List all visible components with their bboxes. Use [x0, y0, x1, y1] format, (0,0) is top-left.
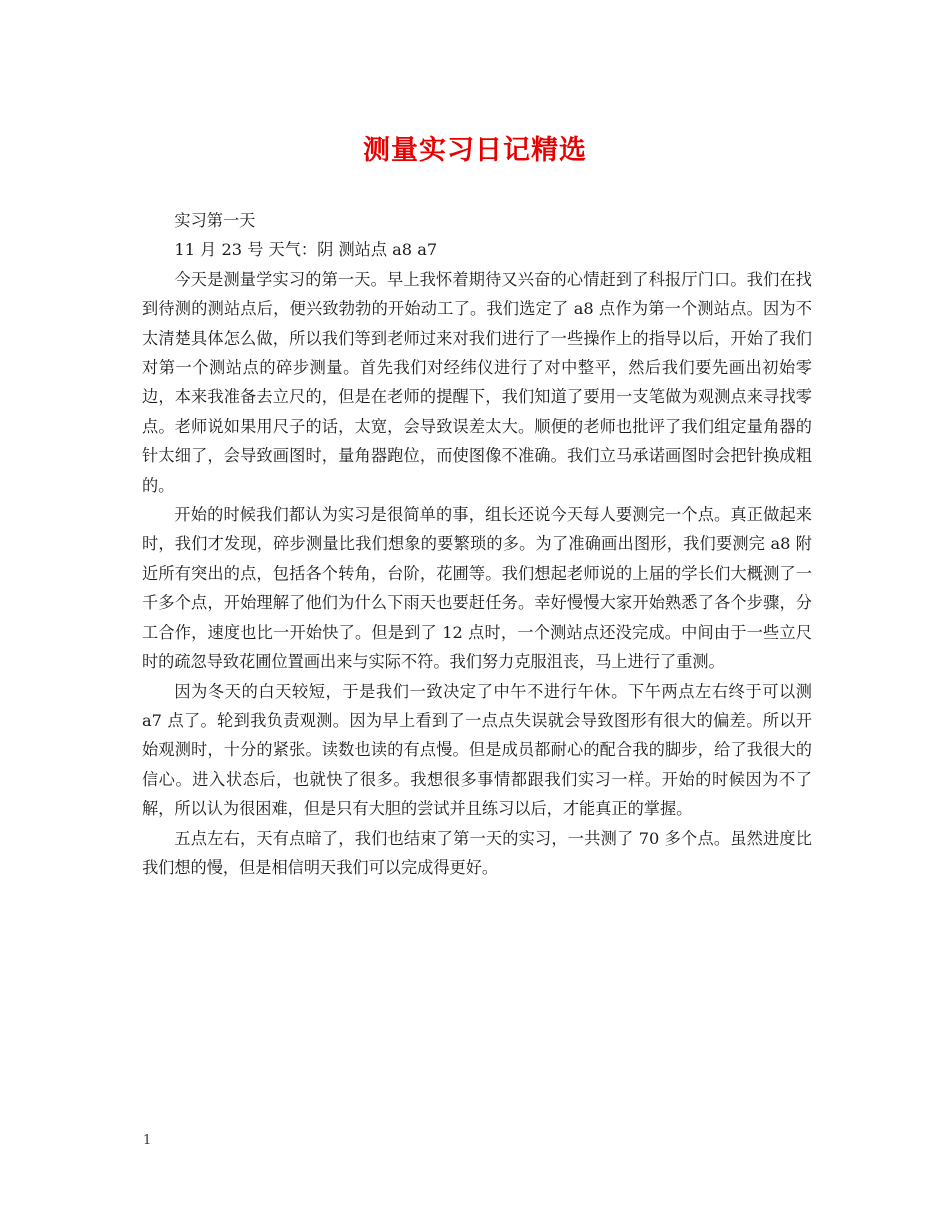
document-body — [142, 206, 812, 882]
section-heading: 实习第一天 — [174, 211, 256, 230]
page-number: 1 — [143, 1133, 152, 1148]
date-weather-line: 11 月 23 号 天气：阴 测站点 a8 a7 — [174, 240, 438, 260]
page-title: 测量实习日记精选 — [363, 135, 587, 166]
paragraph-3: 因为冬天的白天较短，于是我们一致决定了中午不进行午休。下午两点左右终于可以测 a7 点了。轮到我负责观测。因为早上看到了一点点失误就会导致图形有很大的偏差。所以开始观测时，十分的紧张。读数也读的有点慢。但是成员都耐心的配合我的脚步，给了我很大的信心。进入状态后，也就快了很多。我想很多事情都跟我们实习一样。开始的时候因为不了解，所以认为很困难，但是只有大胆的尝试并且练习以后，才能真正的掌握。 — [142, 681, 812, 819]
paragraph-4: 五点左右，天有点暗了，我们也结束了第一天的实习，一共测了 70 多个点。虽然进度比我们想的慢，但是相信明天我们可以完成得更好。 — [142, 828, 812, 877]
paragraph-2: 开始的时候我们都认为实习是很简单的事，组长还说今天每人要测完一个点。真正做起来时，我们才发现，碎步测量比我们想象的要繁琐的多。为了准确画出图形，我们要测完 a8 附近所有突出的点，包括各个转角，台阶，花圃等。我们想起老师说的上届的学长们大概测了一千多个点，开始理解了他们为什么下雨天也要赶任务。幸好慢慢大家开始熟悉了各个步骤，分工合作，速度也比一开始快了。但是到了 12 点时，一个测站点还没完成。中间由于一些立尺时的疏忽导致花圃位置画出来与实际不符。我们努力克服沮丧，马上进行了重测。 — [142, 505, 812, 672]
paragraph-1: 今天是测量学实习的第一天。早上我怀着期待又兴奋的心情赶到了科报厅门口。我们在找到待测的测站点后，便兴致勃勃的开始动工了。我们选定了 a8 点作为第一个测站点。因为不太清楚具体怎么做，所以我们等到老师过来对我们进行了一些操作上的指导以后，开始了我们对第一个测站点的碎步测量。首先我们对经纬仪进行了对中整平，然后我们要先画出初始零边，本来我准备去立尺的，但是在老师的提醒下，我们知道了要用一支笔做为观测点来寻找零点。老师说如果用尺子的话，太宽，会导致误差太大。顺便的老师也批评了我们组定量角器的针太细了，会导致画图时，量角器跑位，而使图像不准确。我们立马承诺画图时会把针换成粗的。 — [142, 269, 812, 495]
